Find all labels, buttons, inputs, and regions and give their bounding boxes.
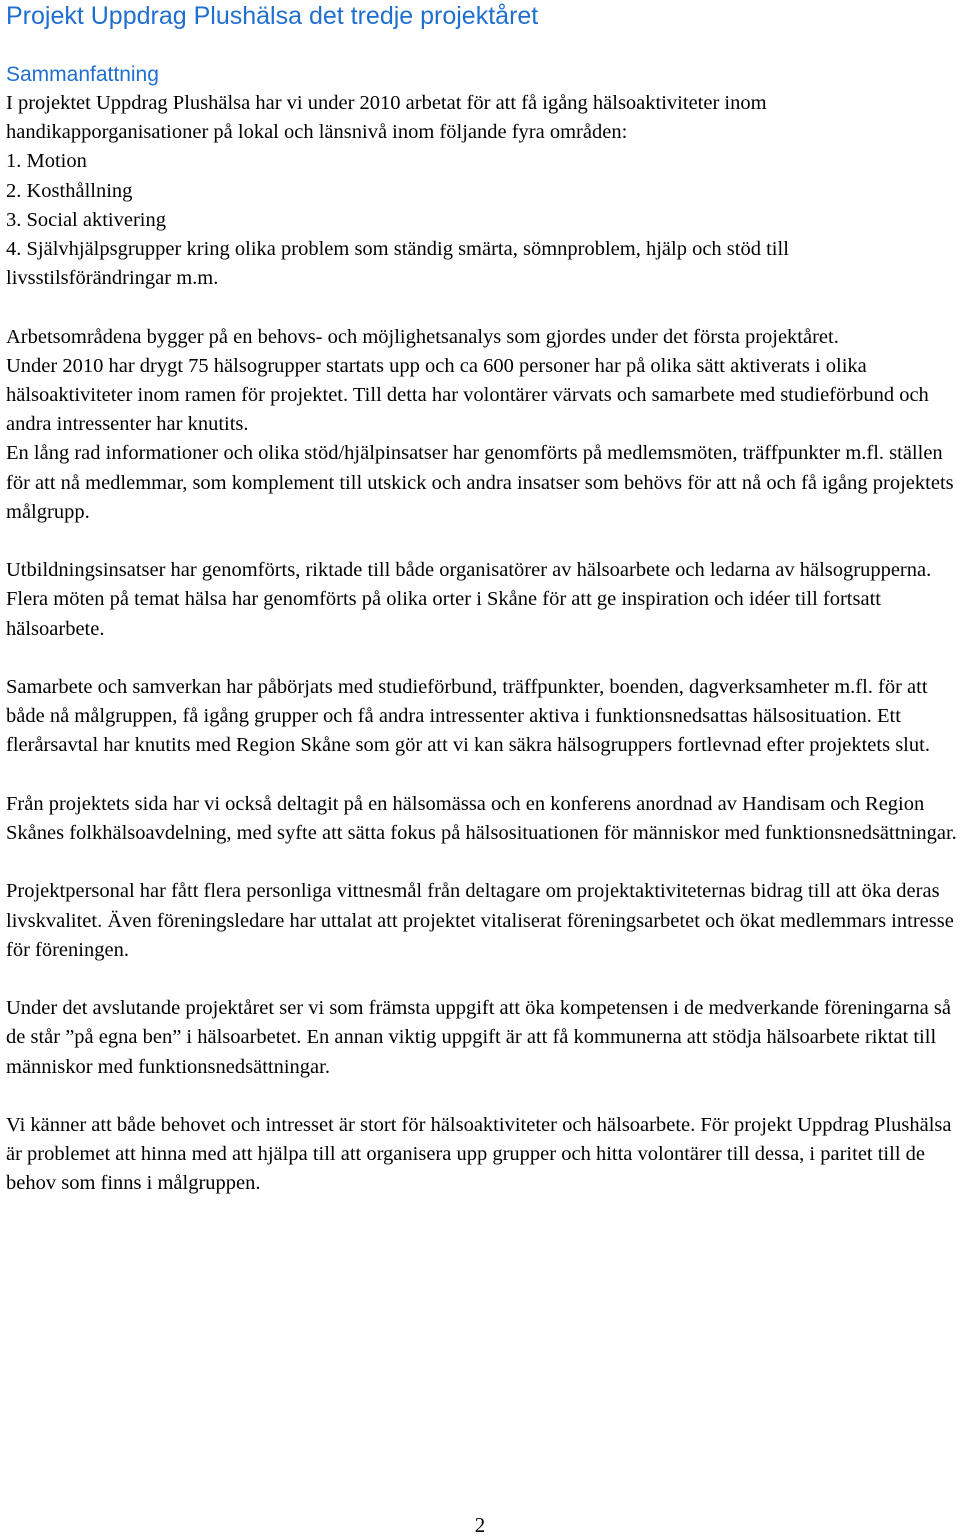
paragraph-groups-started: Under 2010 har drygt 75 hälsogrupper startats upp och ca 600 personer har på olika sätt aktiverats i olika hälsoaktiviteter inom ramen för projektet. Till detta har volontärer värvats och samarbete med studieförbund och andra intressenter har knutits. — [6, 354, 929, 436]
paragraph-conclusion: Vi känner att både behovet och intresset är stort för hälsoaktiviteter och hälsoarbete. För projekt Uppdrag Plushälsa är problemet att hinna med att hjälpa till att organisera upp grupper och hitta volontärer till dessa, i paritet till de behov som finns i målgruppen. — [6, 1114, 952, 1195]
intro-paragraph: I projektet Uppdrag Plushälsa har vi under 2010 arbetat för att få igång hälsoaktiviteter inom handikapporganisationer på lokal och länsnivå inom följande fyra områden: — [6, 92, 767, 144]
document-title: Projekt Uppdrag Plushälsa det tredje projektåret — [6, 2, 539, 30]
page-number: 2 — [474, 1513, 486, 1537]
list-item: 1. Motion — [6, 150, 87, 173]
paragraph-conference: Från projektets sida har vi också deltagit på en hälsomässa och en konferens anordnad av Handisam och Region Skånes folkhälsoavdelning, med syfte att sätta fokus på hälsosituationen för människor med funktionsnedsättningar. — [6, 792, 957, 845]
list-item: 4. Självhjälpsgrupper kring olika problem som ständig smärta, sömnproblem, hjälp och stöd till livsstilsförändringar m.m. — [6, 238, 789, 290]
document-page — [6, 0, 958, 1199]
paragraph-testimonials: Projektpersonal har fått flera personliga vittnesmål från deltagare om projektaktiviteternas bidrag till att öka deras livskvalitet. Även föreningsledare har uttalat att projektet vitaliserat föreningsarbetet och ökat medlemmars intresse för föreningen. — [6, 880, 954, 961]
list-item: 3. Social aktivering — [6, 208, 166, 231]
paragraph-cooperation: Samarbete och samverkan har påbörjats med studieförbund, träffpunkter, boenden, dagverksamheter m.fl. för att både nå målgruppen, få igång grupper och få andra intressenter aktiva i funktionsnedsattas hälsosituation. Ett flerårsavtal har knutits med Region Skåne som gör att vi kan säkra hälsogruppers fortlevnad efter projektets slut. — [6, 676, 930, 757]
paragraph-final-year: Under det avslutande projektåret ser vi som främsta uppgift att öka kompetensen i de medverkande föreningarna så de står ”på egna ben” i hälsoarbetet. En annan viktig uppgift är att få kommunerna att stödja hälsoarbete riktat till människor med funktionsnedsättningar. — [6, 997, 951, 1078]
paragraph-information: En lång rad informationer och olika stöd/hjälpinsatser har genomförts på medlemsmöten, träffpunkter m.fl. ställen för att nå medlemmar, som komplement till utskick och andra insatser som behövs för att nå och få igång projektets målgrupp. — [6, 442, 954, 523]
paragraph-education: Utbildningsinsatser har genomförts, riktade till både organisatörer av hälsoarbete och ledarna av hälsogrupperna. Flera möten på temat hälsa har genomförts på olika orter i Skåne för att ge inspiration och idéer till fortsatt hälsoarbete. — [6, 559, 932, 640]
summary-heading: Sammanfattning — [6, 63, 159, 86]
paragraph-analysis: Arbetsområdena bygger på en behovs- och möjlighetsanalys som gjordes under det första projektåret. — [6, 325, 839, 348]
areas-list — [6, 147, 958, 293]
list-item: 2. Kosthållning — [6, 179, 133, 202]
